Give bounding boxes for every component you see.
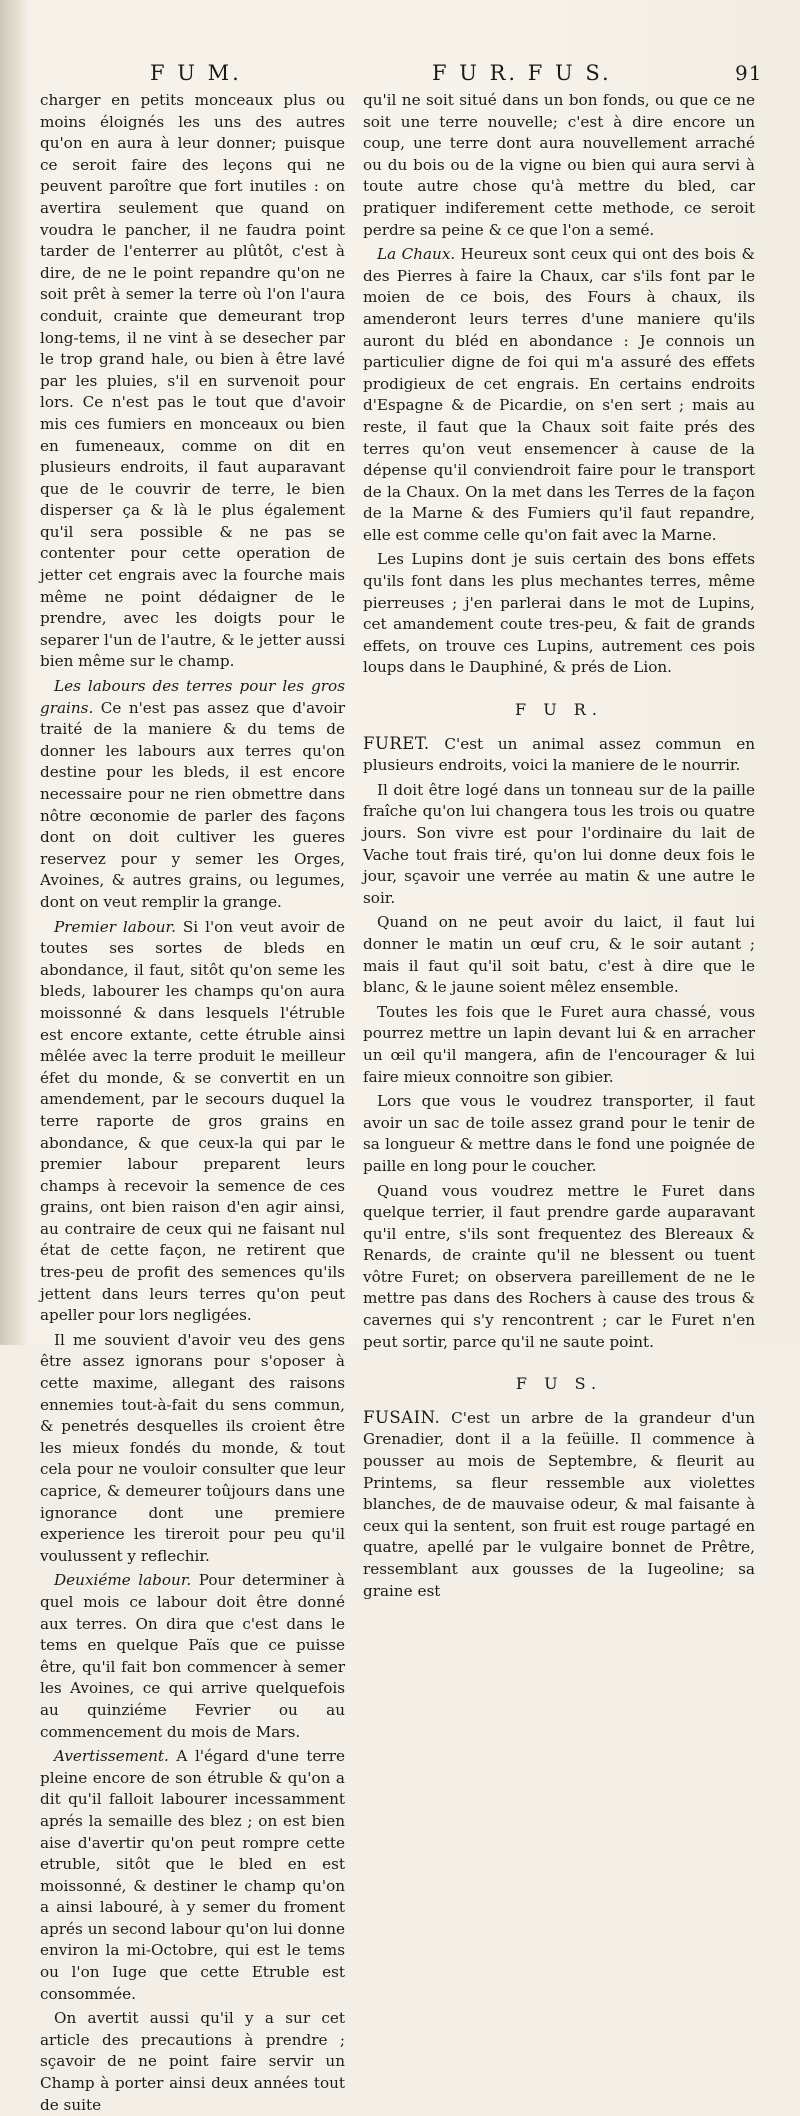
paragraph: charger en petits monceaux plus ou moins éloignés les uns des autres qu'on en aura à leur donner; puisque ce seroit faire des leçons qui ne peuvent paroître que fort inutiles : on avertira seulement que quand on voudra le pancher, il ne faudra point tarder de l'enterrer au plûtôt, c'est à dire, de ne le point repandre qu'on ne soit prêt à semer la terre où l'on l'aura conduit, crainte que demeurant trop long-tems, il ne vint à se desecher par le trop grand hale, ou bien à être lavé par les pluies, s'il en survenoit pour lors. Ce n'est pas le tout que d'avoir mis ces fumiers en monceaux ou bien en fumeneaux, comme on dit en plusieurs endroits, il faut auparavant que de le couvrir de terre, le bien disperser ça & là le plus également qu'il sera possible & ne pas se contenter pour cette operation de jetter cet engrais avec la fourche mais même ne point dédaigner de le prendre, avec les doigts pour le separer l'un de l'autre, & le jetter aussi bien même sur le champ.: [40, 91, 345, 671]
page-number: 91: [735, 61, 763, 85]
paragraph: [40, 1570, 345, 1743]
paragraph: [40, 917, 345, 1327]
paragraph-text: C'est un arbre de la grandeur d'un Grenadier, dont il a la feüille. Il commence à pousser au mois de Septembre, & fleurit au Printems, sa fleur ressemble aux violettes blanches, de de mauvaise odeur, & mal faisante à ceux qui la sentent, son fruit est rouge partagé en quatre, apellé par le vulgaire bonnet de Prêtre, ressemblant aux gousses de la Iugeoline; sa graine est: [363, 1408, 755, 1600]
entry-fusain: [363, 1407, 755, 1602]
paragraph-text: Pour determiner à quel mois ce labour doit être donné aux terres. On dira que c'est dans le tems en quelque Païs que ce puisse être, qu'il fait bon commencer à semer les Avoines, ce qui arrive quelquefois au quinziéme Fevrier ou au commencement du mois de Mars.: [40, 1571, 345, 1741]
paragraph: [40, 676, 345, 914]
paragraph-text: C'est un animal assez commun en plusieurs endroits, voici la maniere de le nourrir.: [363, 734, 755, 775]
paragraph-text: Ce n'est pas assez que d'avoir traité de la maniere & du tems de donner les labours aux terres qu'on destine pour les bleds, il est encore necessaire pour ne rien obmettre dans nôtre œconomie de parler des façons dont on doit cultiver les gueres reservez pour y semer les Orges, Avoines, & autres grains, ou legumes, dont on veut remplir la grange.: [40, 698, 345, 911]
paragraph: Lors que vous le voudrez transporter, il faut avoir un sac de toile assez grand pour le tenir de sa longueur & mettre dans le fond une poignée de paille en long pour le coucher.: [363, 1092, 755, 1175]
paragraph-lead: Les labours des terres pour les gros grains.: [40, 677, 345, 717]
entry-headword: FUSAIN.: [363, 1407, 441, 1427]
paragraph-lead: Premier labour.: [54, 917, 176, 936]
paragraph-lead: Deuxiéme labour.: [54, 1571, 192, 1590]
header-right: F U R. F U S.: [432, 61, 612, 85]
section-heading-fus: F U S.: [515, 1374, 603, 1394]
paragraph: Les Lupins dont je suis certain des bons effets qu'ils font dans les plus mechantes terres, même pierreuses ; j'en parlerai dans le mot de Lupins, cet amandement coute tres-peu, & fait de grands effets, on trouve ces Lupins, autrement ces pois loups dans le Dauphiné, & prés de Lion.: [363, 550, 755, 677]
paragraph-text: A l'égard d'une terre pleine encore de son étruble & qu'on a dit qu'il falloit labourer incessamment aprés la semaille des blez ; on est bien aise d'avertir qu'on peut rompre cette etruble, sitôt que le bled en est moissonné, & destiner le champ qu'on a ainsi labouré, à y semer du froment aprés un second labour qu'on lui donne environ la mi-Octobre, qui est le tems ou l'on Iuge que cette Etruble est consommée.: [40, 1747, 345, 2003]
left-column: [40, 90, 346, 2114]
paragraph: Quand on ne peut avoir du laict, il faut lui donner le matin un œuf cru, & le soir autant ; mais il faut qu'il soit batu, c'est à dire que le blanc, & le jaune soient mêlez ensemble.: [363, 913, 755, 997]
paragraph-lead: Avertissement.: [54, 1747, 169, 1766]
paragraph: [40, 1746, 345, 2005]
running-header: [0, 58, 800, 88]
paragraph: Il doit être logé dans un tonneau sur de la paille fraîche qu'on lui changera tous les trois ou quatre jours. Son vivre est pour l'ordinaire du lait de Vache tout frais tiré, qu'on lui donne deux fois le jour, sçavoir une verrée au matin & une autre le soir.: [363, 780, 755, 907]
paragraph: qu'il ne soit situé dans un bon fonds, ou que ce ne soit une terre nouvelle; c'est à dire encore un coup, une terre dont aura nouvellement arraché ou du bois ou de la vigne ou bien qui aura servi à toute autre chose qu'à mettre du bled, car pratiquer indiferement cette methode, ce seroit perdre sa peine & ce que l'on a semé.: [363, 91, 755, 239]
section-heading-fur: F U R.: [515, 700, 603, 720]
page-spine-shadow: [0, 0, 28, 1345]
entry-headword: FURET.: [363, 733, 430, 753]
entry-furet: [363, 733, 755, 777]
paragraph-text: Heureux sont ceux qui ont des bois & des Pierres à faire la Chaux, car s'ils font par le moien de ce bois, des Fours à chaux, ils amenderont leurs terres d'une maniere qu'ils auront du bléd en abondance : Je connois un particulier digne de foi qui m'a assuré des effets prodigieux de cet engrais. En certains endroits d'Espagne & de Picardie, on s'en sert ; mais au reste, il faut que la Chaux soit faite prés des terres qu'on veut ensemencer à cause de la dépense qu'il conviendroit faire pour le transport de la Chaux. On la met dans les Terres de la façon de la Marne & des Fumiers qu'il faut repandre, elle est comme celle qu'on fait avec la Marne.: [363, 245, 755, 544]
paragraph: Toutes les fois que le Furet aura chassé, vous pourrez mettre un lapin devant lui & en arracher un œil qu'il mangera, afin de l'encourager & lui faire mieux connoitre son gibier.: [363, 1002, 755, 1086]
header-left: F U M.: [150, 61, 242, 85]
paragraph: Quand vous voudrez mettre le Furet dans quelque terrier, il faut prendre garde auparavant qu'il entre, s'ils sont frequentez des Blereaux & Renards, de crainte qu'il ne blessent ou tuent vôtre Furet; on observera pareillement de ne le mettre pas dans des Rochers à cause des trous & cavernes qui s'y rencontrent ; car le Furet n'en peut sortir, parce qu'il ne saute point.: [363, 1181, 755, 1351]
paragraph: On avertit aussi qu'il y a sur cet article des precautions à prendre ; sçavoir de ne point faire servir un Champ à porter ainsi deux années tout de suite: [40, 2009, 345, 2114]
paragraph: [363, 244, 755, 546]
paragraph-text: Si l'on veut avoir de toutes ses sortes de bleds en abondance, il faut, sitôt qu'on seme les bleds, labourer les champs qu'on aura moissonné & dans lesquels l'étruble est encore extante, cette étruble ainsi mêlée avec la terre produit le meilleur éfet du monde, & se convertit en un amendement, par le secours duquel la terre raporte de gros grains en abondance, & que ceux-la qui par le premier labour preparent leurs champs à recevoir la semence de ces grains, ont bien raison d'en agir ainsi, au contraire de ceux qui ne faisant nul état de cette façon, ne retirent que tres-peu de profit des semences qu'ils jettent dans leurs terres qu'on peut apeller pour lors negligées.: [40, 917, 346, 1325]
paragraph-lead: La Chaux.: [377, 245, 456, 264]
right-column: [363, 90, 755, 1600]
paragraph: Il me souvient d'avoir veu des gens être assez ignorans pour s'oposer à cette maxime, allegant des raisons ennemies tout-à-fait du sens commun, & penetrés desquelles ils croient être les mieux fondés du monde, & tout cela pour ne vouloir consulter que leur caprice, & demeurer toûjours dans une ignorance dont une premiere experience les tireroit pour peu qu'il voulussent y reflechir.: [40, 1330, 345, 1565]
